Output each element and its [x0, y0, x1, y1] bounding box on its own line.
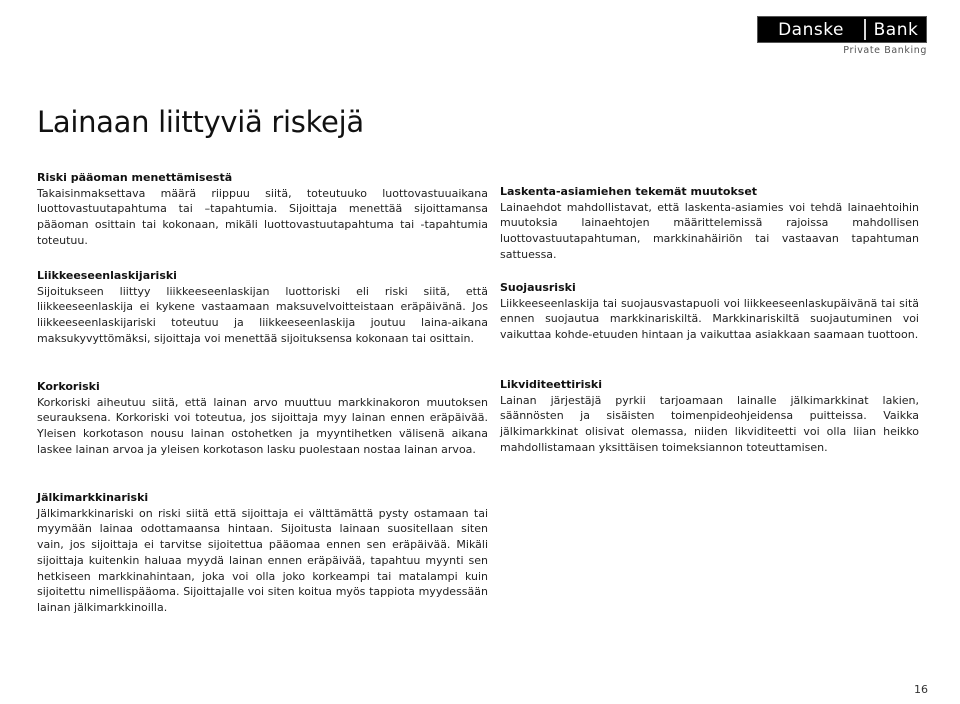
- section-issuer-risk: [37, 268, 488, 347]
- section-heading: Riski pääoman menettämisestä: [37, 171, 233, 184]
- section-interest-rate-risk: [37, 379, 488, 458]
- section-principal-risk: [37, 170, 488, 249]
- section-text: Sijoitukseen liittyy liikkeeseenlaskijan luottoriski eli riski siitä, että liikkeeseenlaskija ei kykene vastaamaan maksuvelvoitteistaan eräpäivänä. Jos liikkeeseenlaskijariski toteutuu ja liikkeeseenlaskija joutuu laina-aikana maksukyvyttömäksi, sijoittaja voi menettää sijoituksensa kokonaan tai osittain.: [37, 284, 488, 345]
- page-number: 16: [914, 683, 928, 696]
- section-text: Korkoriski aiheutuu siitä, että lainan arvo muuttuu markkinakoron muutoksen seurauksena. Korkoriski voi toteutua, jos sijoittaja myy lainan ennen eräpäivää. Yleisen korkotason nousu lainan ostohetken ja myyntihetken välisenä aikana laskee lainan arvoa ja yleisen korkotason lasku puolestaan nostaa lainan arvoa.: [37, 395, 488, 456]
- section-calculation-agent-changes: [500, 184, 919, 263]
- section-text: Liikkeeseenlaskija tai suojausvastapuoli voi liikkeeseenlaskupäivänä tai sitä ennen suojautua markkinariskiltä. Markkinariskiltä suojautuminen voi vaikuttaa kohde-etuuden hintaan ja vaikuttaa asiakkaan saamaan tuottoon.: [500, 296, 919, 342]
- section-secondary-market-risk: [37, 490, 488, 616]
- section-heading: Jälkimarkkinariski: [37, 491, 149, 504]
- danske-bank-logo: [757, 16, 927, 43]
- section-heading: Liikkeeseenlaskijariski: [37, 269, 177, 282]
- section-text: Lainan järjestäjä pyrkii tarjoamaan lainalle jälkimarkkinat lakien, säännösten ja sisäisten toimenpideohjeidensa puitteissa. Vaikka jälkimarkkinat olisivat olemassa, niiden likviditeetti voi olla liian heikko mahdollistamaan yksittäisen toimeksiannon toteuttamisen.: [500, 393, 919, 454]
- section-hedging-risk: [500, 280, 919, 343]
- section-text: Lainaehdot mahdollistavat, että laskenta-asiamies voi tehdä lainaehtoihin muutoksia lainaehtojen määrittelemissä rajoissa mahdollisen luottovastuutapahtuman, markkinahäiriön tai vastaavan tapahtuman sattuessa.: [500, 200, 919, 261]
- section-text: Jälkimarkkinariski on riski siitä että sijoittaja ei välttämättä pysty ostamaan tai myymään lainaa odottamaansa hintaan. Sijoitusta lainaan suositellaan siten vain, jos sijoittaja ei tarvitse sijoitettua pääomaa ennen sen eräpäivää. Mikäli sijoittaja kuitenkin haluaa myydä lainan ennen eräpäivää, tapahtuu myynti sen hetkiseen markkinahintaan, joka voi olla joko korkeampi tai matalampi kuin sijoitettu nimellispääoma. Sijoittajalle voi siten koitua myös tappiota myydessään lainan jälkimarkkinoilla.: [37, 506, 488, 614]
- section-heading: Korkoriski: [37, 380, 100, 393]
- section-heading: Suojausriski: [500, 281, 576, 294]
- logo-word-bank: Bank: [873, 19, 919, 40]
- logo-tagline: Private Banking: [843, 45, 927, 56]
- section-text: Takaisinmaksettava määrä riippuu siitä, toteutuuko luottovastuuaikana luottovastuutapahtuma tai –tapahtumia. Sijoittaja menettää sijoittamansa pääoman osittain tai kokonaan, mikäli luottovastuutapahtuma tai -tapahtumia toteutuu.: [37, 186, 488, 247]
- page-title: Lainaan liittyviä riskejä: [37, 105, 364, 140]
- logo-word-danske: Danske: [778, 19, 844, 40]
- section-heading: Laskenta-asiamiehen tekemät muutokset: [500, 185, 758, 198]
- section-heading: Likviditeettiriski: [500, 378, 602, 391]
- section-liquidity-risk: [500, 377, 919, 456]
